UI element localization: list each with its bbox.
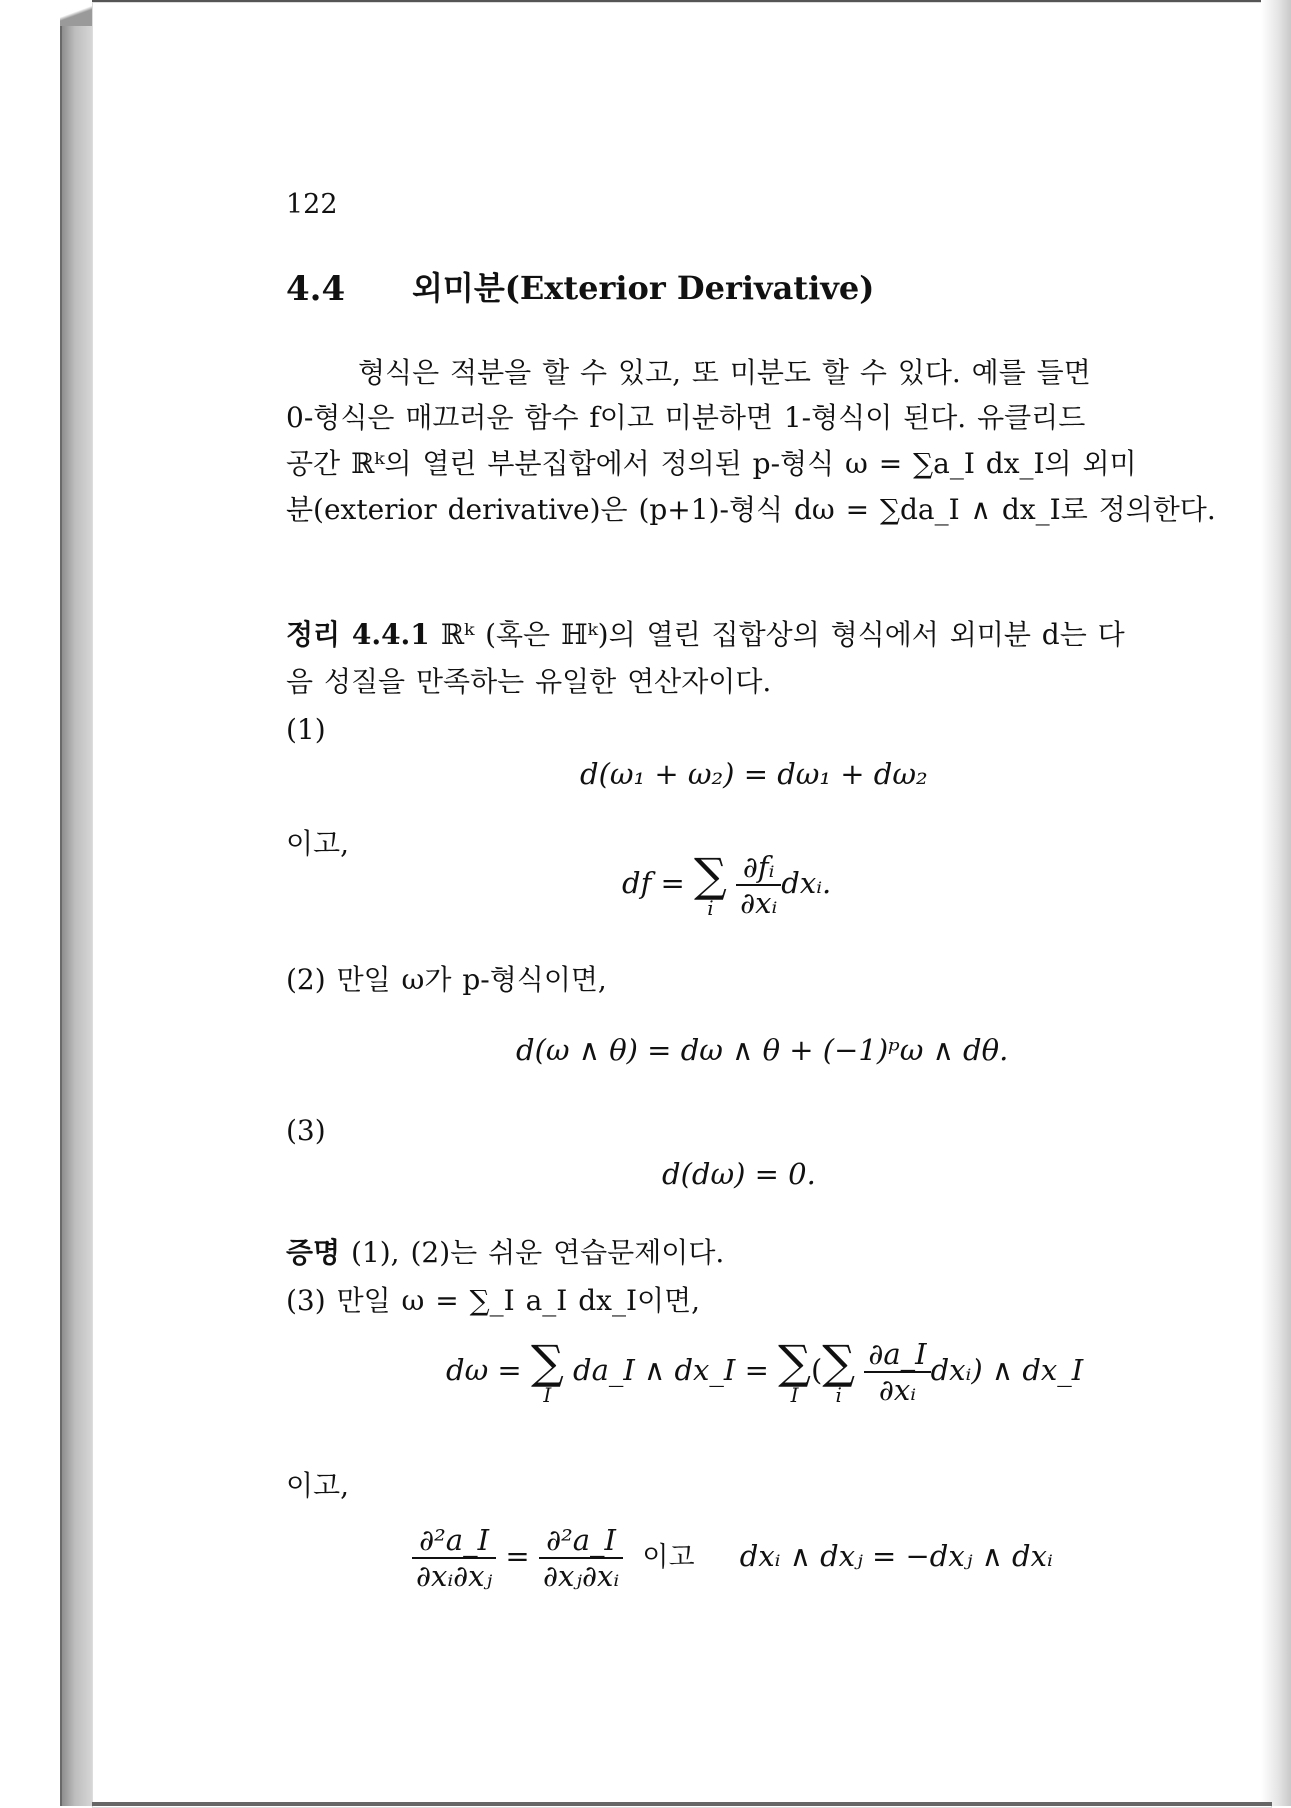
theorem-text-1: ℝᵏ (혹은 ℍᵏ)의 열린 집합상의 형식에서 외미분 d는 다: [440, 618, 1125, 651]
intro-line-4: 분(exterior derivative)은 (p+1)-형식 dω = ∑da_I ∧ dx_I로 정의한다.: [286, 493, 1216, 526]
section-title: 외미분(Exterior Derivative): [412, 269, 875, 307]
section-number: 4.4: [286, 269, 346, 309]
equation-df: [622, 850, 831, 920]
equation-mixed-partials: [412, 1523, 1053, 1593]
eq-last-right: dxᵢ ∧ dxⱼ = −dxⱼ ∧ dxᵢ: [739, 1539, 1053, 1573]
book-corner: [60, 0, 94, 26]
intro-line-3: 공간 ℝᵏ의 열린 부분집합에서 정의된 p-형식 ω = ∑a_I dx_I의 외미: [286, 447, 1137, 480]
item-1-label: (1): [286, 713, 326, 746]
theorem-line-1: [286, 617, 1125, 652]
sum-symbol-2: ∑ I: [778, 1335, 811, 1407]
equation-1: d(ω₁ + ω₂) = dω₁ + dω₂: [580, 757, 928, 791]
eq-dw-lhs: dω =: [446, 1353, 522, 1387]
equation-3: d(dω) = 0.: [662, 1157, 816, 1191]
fraction-dfi-dxi: $\frac{\text{∂fᵢ}}{\text{∂xᵢ}}$: [736, 850, 781, 920]
fraction-daI-dxi: $\frac{\partial a\_I}{\text{∂xᵢ}}$: [864, 1337, 930, 1407]
page-bottom-edge: [92, 1802, 1272, 1806]
fraction-left: $\frac{\text{∂²a\_I}}{\text{∂xᵢ∂xⱼ}}$: [412, 1523, 496, 1593]
sum-symbol-1: ∑ I: [530, 1335, 564, 1407]
intro-line-2: 0-형식은 매끄러운 함수 f이고 미분하면 1-형식이 된다. 유클리드: [286, 401, 1086, 434]
intro-line-1: 형식은 적분을 할 수 있고, 또 미분도 할 수 있다. 예를 들면: [358, 356, 1091, 389]
proof-text-1: (1), (2)는 쉬운 연습문제이다.: [351, 1236, 725, 1269]
page-right-shadow: [1261, 0, 1291, 1806]
proof-line-1: [286, 1235, 724, 1270]
connector-2: 이고,: [286, 1469, 349, 1502]
sum-symbol: ∑ i: [694, 848, 727, 920]
theorem-label: 정리 4.4.1: [286, 618, 430, 651]
book-spine: [60, 0, 94, 1806]
page-number: 122: [286, 189, 338, 220]
eq-last-connector: 이고: [642, 1542, 695, 1573]
equation-2: d(ω ∧ θ) = dω ∧ θ + (−1)ᵖω ∧ dθ.: [516, 1033, 1009, 1067]
eq-dw-tail: dxᵢ) ∧ dx_I: [930, 1353, 1084, 1387]
connector-1: 이고,: [286, 827, 349, 860]
fraction-right: $\frac{\text{∂²a\_I}}{\text{∂xⱼ∂xᵢ}}$: [539, 1523, 623, 1593]
sum-symbol-3: ∑ i: [822, 1335, 856, 1407]
eq-df-tail: dxᵢ.: [781, 866, 832, 900]
proof-label: 증명: [286, 1236, 341, 1269]
item-3-label: (3): [286, 1114, 326, 1147]
eq-last-equals: =: [505, 1539, 530, 1573]
eq-dw-open: (: [810, 1353, 823, 1387]
proof-line-2: (3) 만일 ω = ∑_I a_I dx_I이면,: [286, 1284, 701, 1317]
eq-dw-mid: da_I ∧ dx_I =: [573, 1353, 769, 1387]
equation-domega: [446, 1337, 1083, 1407]
theorem-line-2: 음 성질을 만족하는 유일한 연산자이다.: [286, 665, 772, 698]
item-2-text: (2) 만일 ω가 p-형식이면,: [286, 963, 607, 996]
eq-df-lhs: df =: [622, 866, 685, 900]
